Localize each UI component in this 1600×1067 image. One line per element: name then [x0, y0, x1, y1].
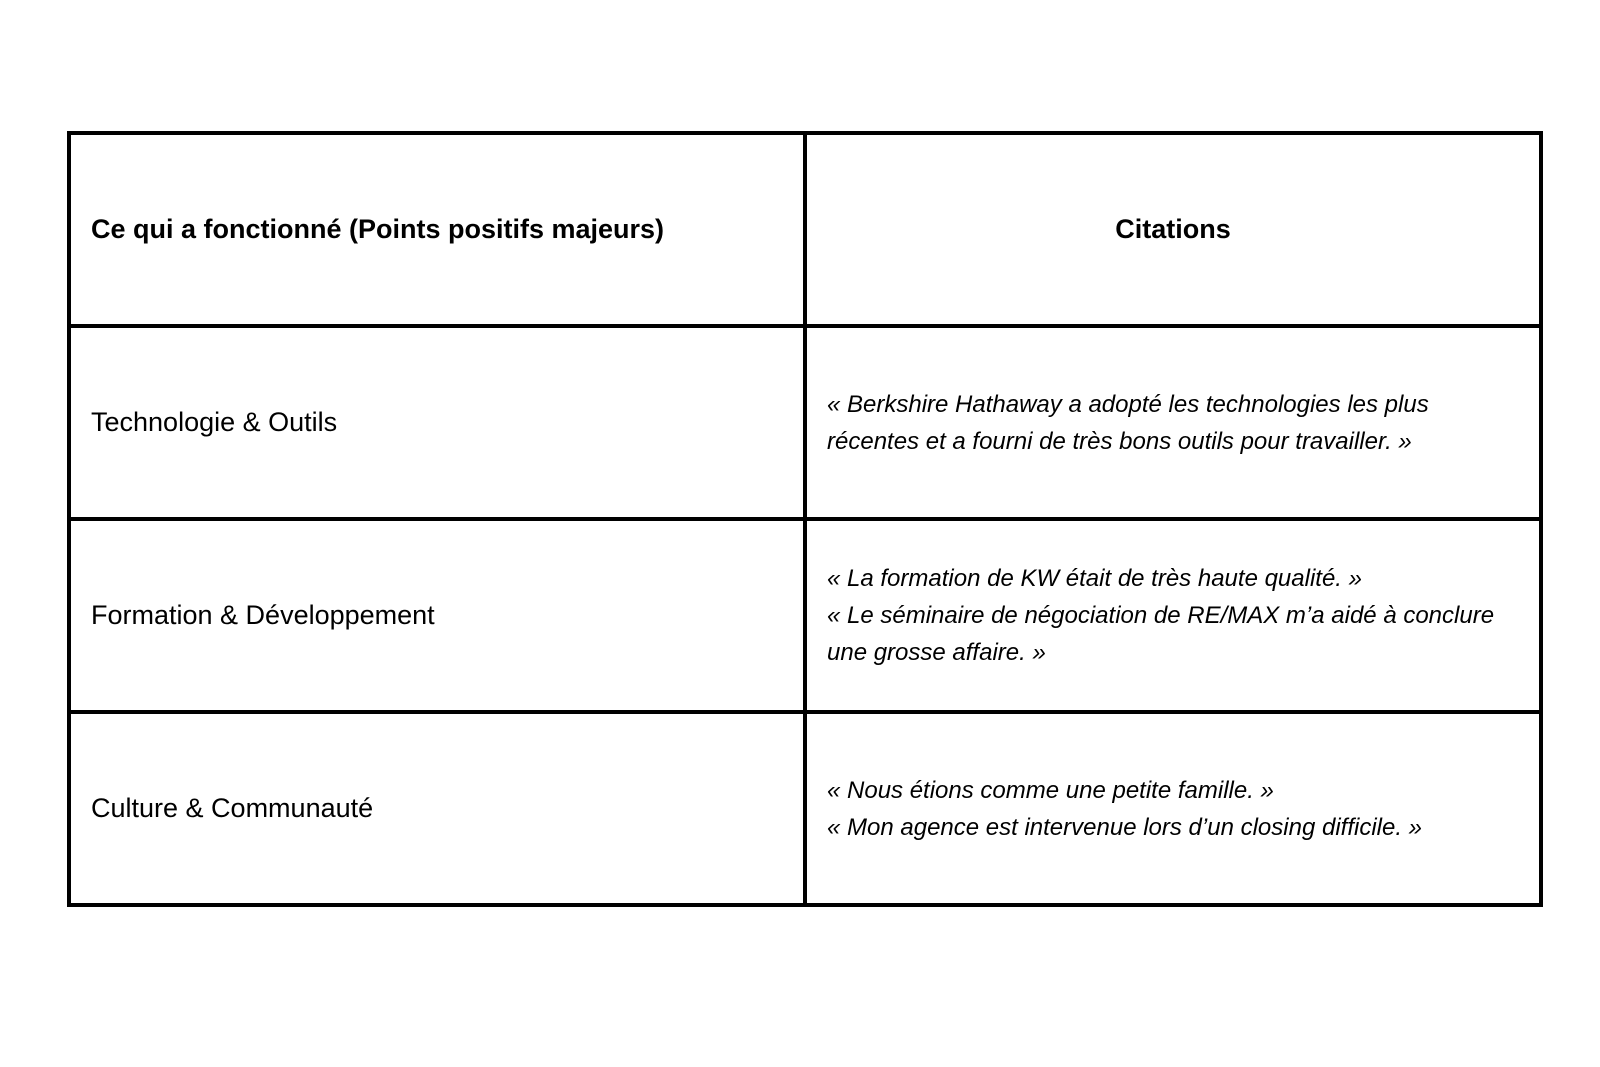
positives-table	[67, 131, 1543, 907]
row-quotes	[805, 326, 1541, 519]
header-quotes: Citations	[805, 133, 1541, 326]
row-quotes	[805, 519, 1541, 712]
row-quotes	[805, 712, 1541, 905]
quote-text: « Berkshire Hathaway a adopté les technologies les plus récentes et a fourni de très bons outils pour travailler. »	[827, 390, 1429, 455]
row-category: Technologie & Outils	[69, 326, 805, 519]
quote-text: « La formation de KW était de très haute qualité. »	[827, 565, 1362, 592]
quote-text: « Le séminaire de négociation de RE/MAX m’a aidé à conclure une grosse affaire. »	[827, 602, 1495, 666]
quote-text: « Mon agence est intervenue lors d’un closing difficile. »	[827, 813, 1423, 841]
quote-text: « Nous étions comme une petite famille. »	[827, 776, 1274, 804]
row-category: Culture & Communauté	[69, 712, 805, 905]
table-row	[69, 519, 1541, 712]
header-row	[69, 133, 1541, 326]
table-row	[69, 712, 1541, 905]
row-category: Formation & Développement	[69, 519, 805, 712]
header-category: Ce qui a fonctionné (Points positifs majeurs)	[69, 133, 805, 326]
table-row	[69, 326, 1541, 519]
